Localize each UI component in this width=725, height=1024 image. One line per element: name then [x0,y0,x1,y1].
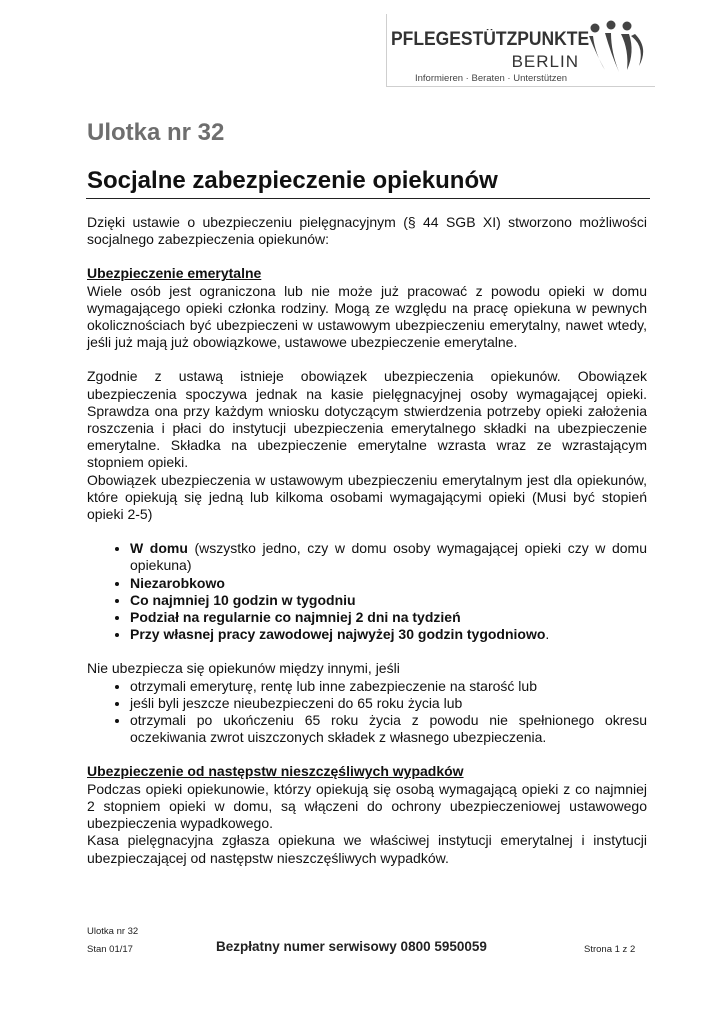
logo-title: PFLEGESTÜTZPUNKTE [391,29,590,50]
logo-tagline: Informieren · Beraten · Unterstützen [415,73,568,84]
exclusions-list [87,678,647,747]
list-item: • jeśli byli jeszcze nieubezpieczeni do 65 roku życia lub [130,695,647,712]
list-item: • W domu (wszystko jedno, czy w domu osoby wymagającej opieki czy w domu opiekuna) [130,540,647,574]
pension-paragraph-3: Obowiązek ubezpieczenia w ustawowym ubezpieczeniu emerytalnym jest dla opiekunów, które opiekują się jedną lub kilkoma osobami wymagającymi opieki (Musi być stopień opieki 2-5) [87,471,647,523]
title-divider [86,198,650,199]
list-item: • Podział na regularnie co najmniej 2 dni na tydzień [130,609,647,626]
exclusions-intro: Nie ubezpiecza się opiekunów między innymi, jeśli [87,660,400,677]
page-title: Socjalne zabezpieczenie opiekunów [87,167,498,194]
list-item: • Przy własnej pracy zawodowej najwyżej 30 godzin tygodniowo. [130,626,647,643]
intro-paragraph: Dzięki ustawie o ubezpieczeniu pielęgnacyjnym (§ 44 SGB XI) stworzono możliwości socjalnego zabezpieczenia opiekunów: [87,214,647,248]
logo [386,14,655,87]
pension-paragraph-1: Wiele osób jest ograniczona lub nie może już pracować z powodu opieki w domu wymagającego opieki członka rodziny. Mogą ze względu na pracę opiekuna w pewnych okolicznościach być ubezpieczeni w ustawowym ubezpieczeniu emerytalny, nawet wtedy, jeśli już mają już obowiązkowe, ustawowe ubezpieczenie emerytalne. [87,282,647,351]
list-item: • Co najmniej 10 godzin w tygodniu [130,592,647,609]
pension-heading: Ubezpieczenie emerytalne [87,265,262,282]
accident-paragraph-1: Podczas opieki opiekunowie, którzy opiekują się osobą wymagającą opieki z co najmniej 2 stopniem opieki w domu, są włączeni do ochrony ubezpieczeniowej ustawowego ubezpieczenia wypadkowego. [87,780,647,832]
people-logo-icon [583,20,649,76]
accident-heading: Ubezpieczenie od następstw nieszczęśliwych wypadków [87,763,464,780]
list-item: • otrzymali po ukończeniu 65 roku życia z powodu nie spełnionego okresu oczekiwania zwrot uiszczonych składek z własnego ubezpieczenia. [130,712,647,746]
footer-phone: Bezpłatny numer serwisowy 0800 5950059 [216,939,487,954]
leaflet-number: Ulotka nr 32 [87,119,225,146]
accident-paragraph-2: Kasa pielęgnacyjna zgłasza opiekuna we właściwej instytucji emerytalnej i instytucji ubezpieczającej od następstw nieszczęśliwych wypadków. [87,832,647,866]
footer-status: Stan 01/17 [87,944,133,955]
document-body [87,214,647,867]
logo-city: BERLIN [511,52,579,71]
pension-paragraph-2: Zgodnie z ustawą istnieje obowiązek ubezpieczenia opiekunów. Obowiązek ubezpieczenia spoczywa jednak na kasie pielęgnacyjnej osoby wymagającej opieki. Sprawdza ona przy każdym wniosku dotyczącym stwierdzenia potrzeby opieki założenia roszczenia i płaci do instytucji ubezpieczenia emerytalnego składki na ubezpieczenie emerytalne. Składka na ubezpieczenie emerytalne wzrasta wraz ze wzrastającym stopniem opieki. [87,368,647,471]
footer-leaflet-number: Ulotka nr 32 [87,926,139,937]
list-item: • Niezarobkowo [130,575,647,592]
footer-page-number: Strona 1 z 2 [584,944,636,955]
conditions-list [87,540,647,643]
list-item: • otrzymali emeryturę, rentę lub inne zabezpieczenie na starość lub [130,678,647,695]
